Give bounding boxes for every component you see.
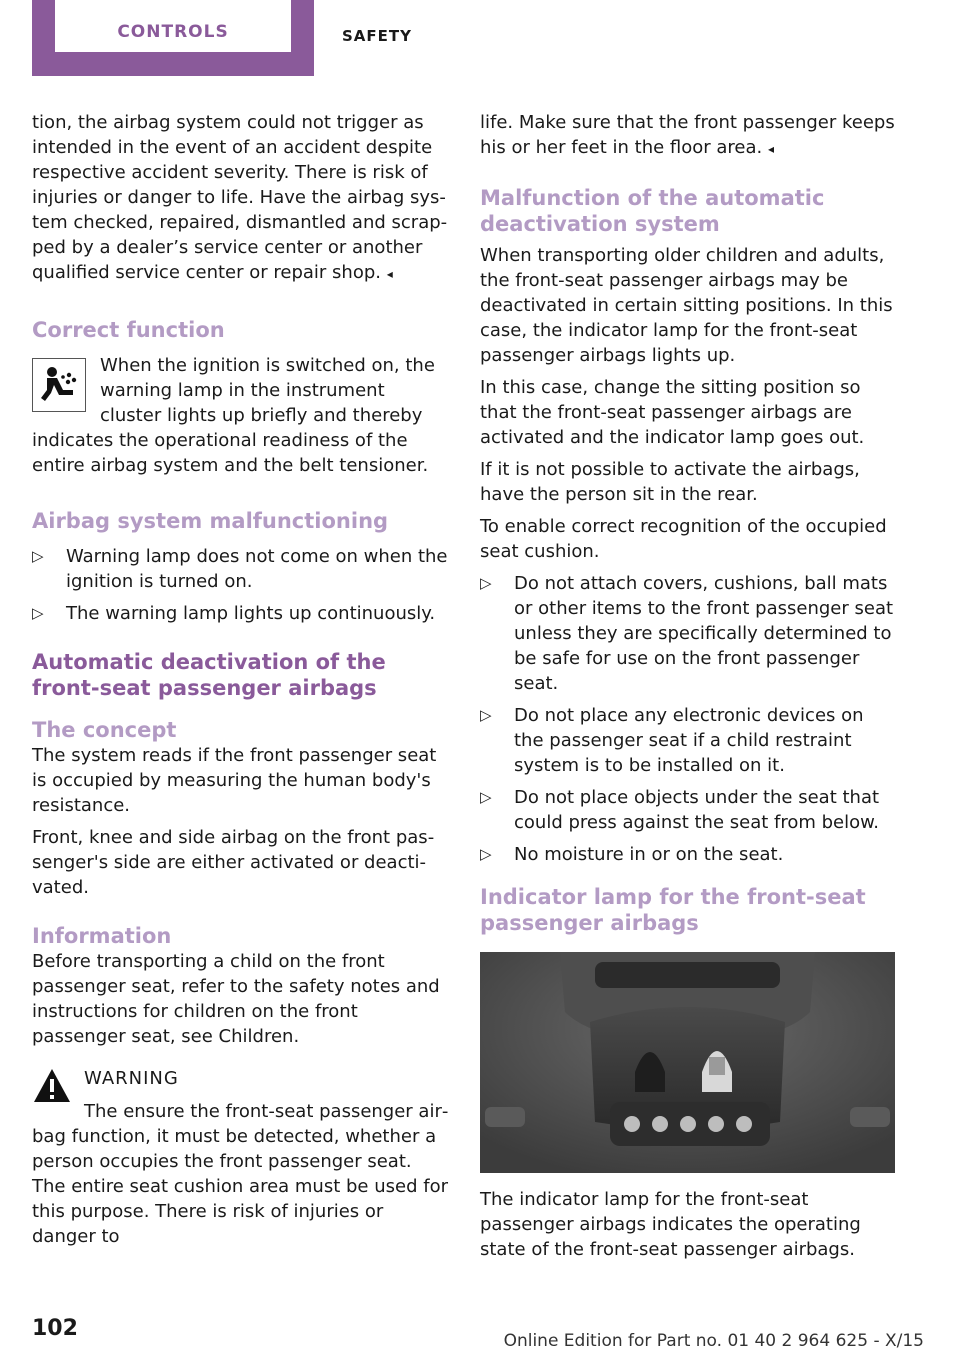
list-item-text: The warning lamp lights up continuously. <box>66 603 436 624</box>
warning-title: WARNING <box>84 1068 179 1089</box>
list-item-text: Do not place objects under the seat that could press against the seat from below. <box>514 787 880 833</box>
malfunction-list <box>32 544 450 626</box>
triangle-bullet-icon: ▷ <box>480 574 492 592</box>
malfunction-auto-paragraph-1: When transporting older children and adults, the front-seat passenger airbags may be deactivated in certain sitting positions. In this case, the indicator lamp for the front-seat passenger airbags lights up. <box>480 245 893 366</box>
list-item-text: Do not attach covers, cushions, ball mats or other items to the front passenger seat unless they are specifically determined to be safe for use on the front passenger seat. <box>514 573 894 694</box>
malfunction-auto-paragraph-3: If it is not possible to activate the airbags, have the person sit in the rear. <box>480 459 860 505</box>
list-item <box>480 703 898 778</box>
paragraph <box>480 110 898 162</box>
footer-edition: Online Edition for Part no. 01 40 2 964 625 - X/15 <box>503 1331 924 1351</box>
heading-correct-function: Correct function <box>32 318 225 342</box>
correct-function-block <box>32 353 450 478</box>
indicator-lamp-photo <box>480 952 895 1173</box>
list-item <box>480 571 898 696</box>
concept-paragraph-1: The system reads if the front passenger seat is occupied by measuring the human body's resistance. <box>32 745 437 816</box>
heading-concept: The concept <box>32 718 177 742</box>
left-column <box>32 110 450 1256</box>
malfunction-auto-paragraph-2: In this case, change the sitting position so that the front-seat passenger airbags are activated and the indicator lamp goes out. <box>480 377 865 448</box>
malfunction-auto-paragraph-4: To enable correct recognition of the occupied seat cushion. <box>480 516 887 562</box>
seat-recognition-list <box>480 571 898 867</box>
triangle-bullet-icon: ▷ <box>32 547 44 565</box>
list-item <box>32 601 450 626</box>
paragraph-text: life. Make sure that the front passenger keeps his or her feet in the floor area. <box>480 112 895 158</box>
triangle-bullet-icon: ▷ <box>480 845 492 863</box>
paragraph <box>32 110 450 287</box>
information-paragraph: Before transporting a child on the front passenger seat, refer to the safety notes and instructions for children on the front passenger seat, see Children. <box>32 951 440 1047</box>
indicator-paragraph: The indicator lamp for the front-seat passenger airbags indicates the operating state of the front-seat passenger airbags. <box>480 1189 861 1260</box>
page-number: 102 <box>32 1316 78 1341</box>
heading-indicator-lamp: Indicator lamp for the front-seat passenger airbags <box>480 885 866 935</box>
heading-information: Information <box>32 924 172 948</box>
warning-block <box>32 1066 450 1249</box>
list-item-text: Warning lamp does not come on when the ignition is turned on. <box>66 546 448 592</box>
warning-text: The ensure the front-seat passenger airbag function, it must be detected, whether a person occupies the front passenger seat. The entire seat cushion area must be used for this purpose. There is risk of injuries or danger to <box>32 1101 449 1247</box>
warning-triangle-icon <box>32 1066 72 1110</box>
heading-airbag-malfunction: Airbag system malfunctioning <box>32 509 389 533</box>
concept-paragraph-2: Front, knee and side airbag on the front passenger's side are either activated or deactivated. <box>32 827 435 898</box>
triangle-bullet-icon: ▷ <box>480 706 492 724</box>
right-column <box>480 110 898 1269</box>
triangle-bullet-icon: ▷ <box>480 788 492 806</box>
list-item-text: Do not place any electronic devices on the passenger seat if a child restraint system is to be installed on it. <box>514 705 864 776</box>
list-item <box>480 842 898 867</box>
tab-safety[interactable]: SAFETY <box>342 27 412 45</box>
list-item <box>480 785 898 835</box>
correct-function-text: When the ignition is switched on, the warning lamp in the instrument cluster lights up briefly and thereby indicates the operational readiness of the entire airbag system and the belt tensioner. <box>32 355 435 476</box>
airbag-warning-icon <box>32 358 86 412</box>
triangle-bullet-icon: ▷ <box>32 604 44 622</box>
end-mark: ◂ <box>386 267 393 281</box>
list-item <box>32 544 450 594</box>
heading-auto-deactivation: Automatic deactivation of the front-seat passenger airbags <box>32 650 386 700</box>
list-item-text: No moisture in or on the seat. <box>514 844 784 865</box>
heading-malfunction-auto: Malfunction of the automatic deactivation system <box>480 186 825 236</box>
paragraph-text: tion, the airbag system could not trigger as intended in the event of an accident despite respective accident severity. There is risk of injuries or danger to life. Have the airbag system checked, repaired, dismantled and scrapped by a dealer’s service center or another qualified service center or repair shop. <box>32 112 448 283</box>
tab-controls[interactable]: CONTROLS <box>117 22 229 42</box>
end-mark: ◂ <box>768 142 775 156</box>
